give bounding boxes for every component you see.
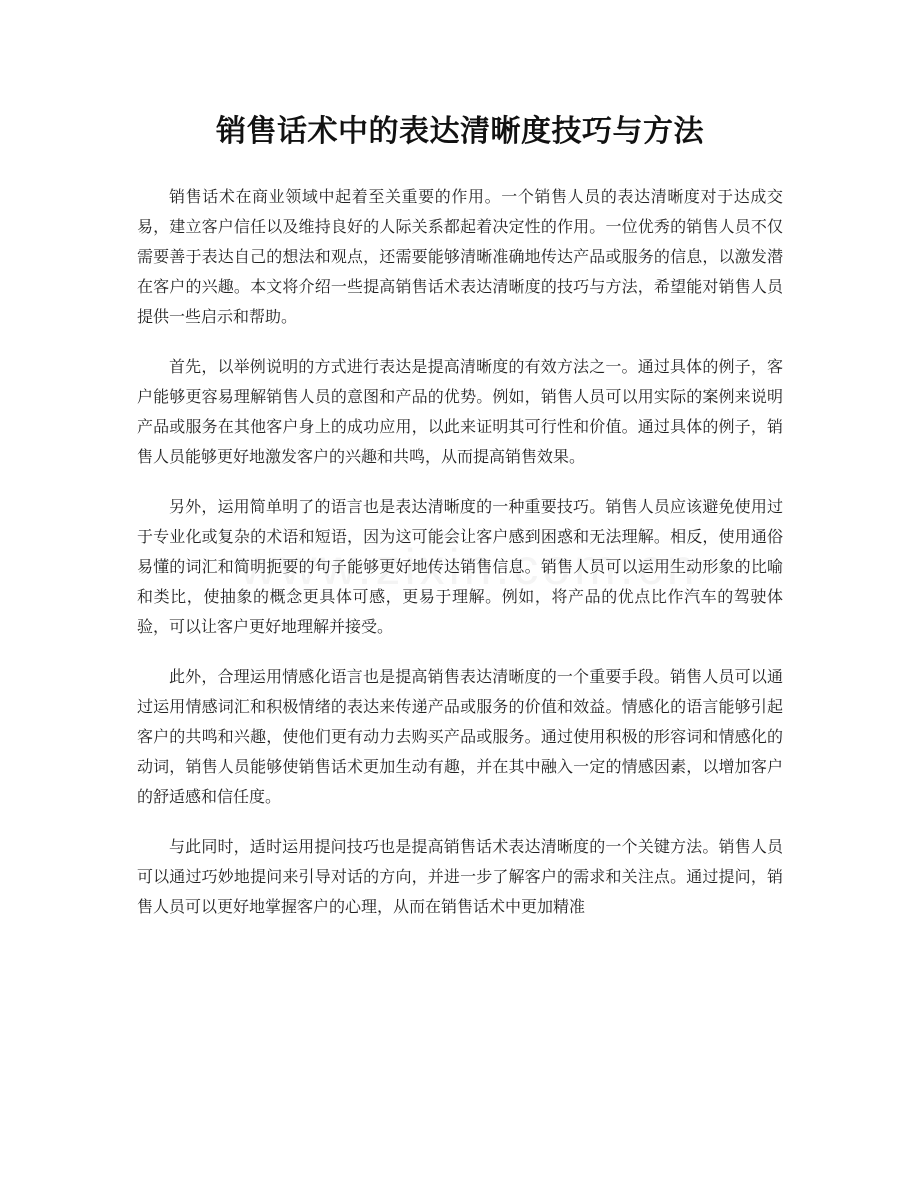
document-title: 销售话术中的表达清晰度技巧与方法 [216,114,704,149]
paragraph-intro: 销售话术在商业领域中起着至关重要的作用。一个销售人员的表达清晰度对于达成交易，建立客户信任以及维持良好的人际关系都起着决定性的作用。一位优秀的销售人员不仅需要善于表达自己的想法和观点，还需要能够清晰准确地传达产品或服务的信息，以激发潜在客户的兴趣。本文将介绍一些提高销售话术表达清晰度的技巧与方法，希望能对销售人员提供一些启示和帮助。 [137,187,783,326]
paragraph-simple-language: 另外，运用简单明了的语言也是表达清晰度的一种重要技巧。销售人员应该避免使用过于专业化或复杂的术语和短语，因为这可能会让客户感到困惑和无法理解。相反，使用通俗易懂的词汇和简明扼要的句子能够更好地传达销售信息。销售人员可以运用生动形象的比喻和类比，使抽象的概念更具体可感，更易于理解。例如，将产品的优点比作汽车的驾驶体验，可以让客户更好地理解并接受。 [137,497,783,636]
paragraph-examples: 首先，以举例说明的方式进行表达是提高清晰度的有效方法之一。通过具体的例子，客户能够更容易理解销售人员的意图和产品的优势。例如，销售人员可以用实际的案例来说明产品或服务在其他客户身上的成功应用，以此来证明其可行性和价值。通过具体的例子，销售人员能够更好地激发客户的兴趣和共鸣，从而提高销售效果。 [137,357,783,466]
paragraph-emotional-language: 此外，合理运用情感化语言也是提高销售表达清晰度的一个重要手段。销售人员可以通过运用情感词汇和积极情绪的表达来传递产品或服务的价值和效益。情感化的语言能够引起客户的共鸣和兴趣，使他们更有动力去购买产品或服务。通过使用积极的形容词和情感化的动词，销售人员能够使销售话术更加生动有趣，并在其中融入一定的情感因素，以增加客户的舒适感和信任度。 [137,667,783,806]
paragraph-questioning: 与此同时，适时运用提问技巧也是提高销售话术表达清晰度的一个关键方法。销售人员可以通过巧妙地提问来引导对话的方向，并进一步了解客户的需求和关注点。通过提问，销售人员可以更好地掌握客户的心理，从而在销售话术中更加精准 [137,837,783,916]
